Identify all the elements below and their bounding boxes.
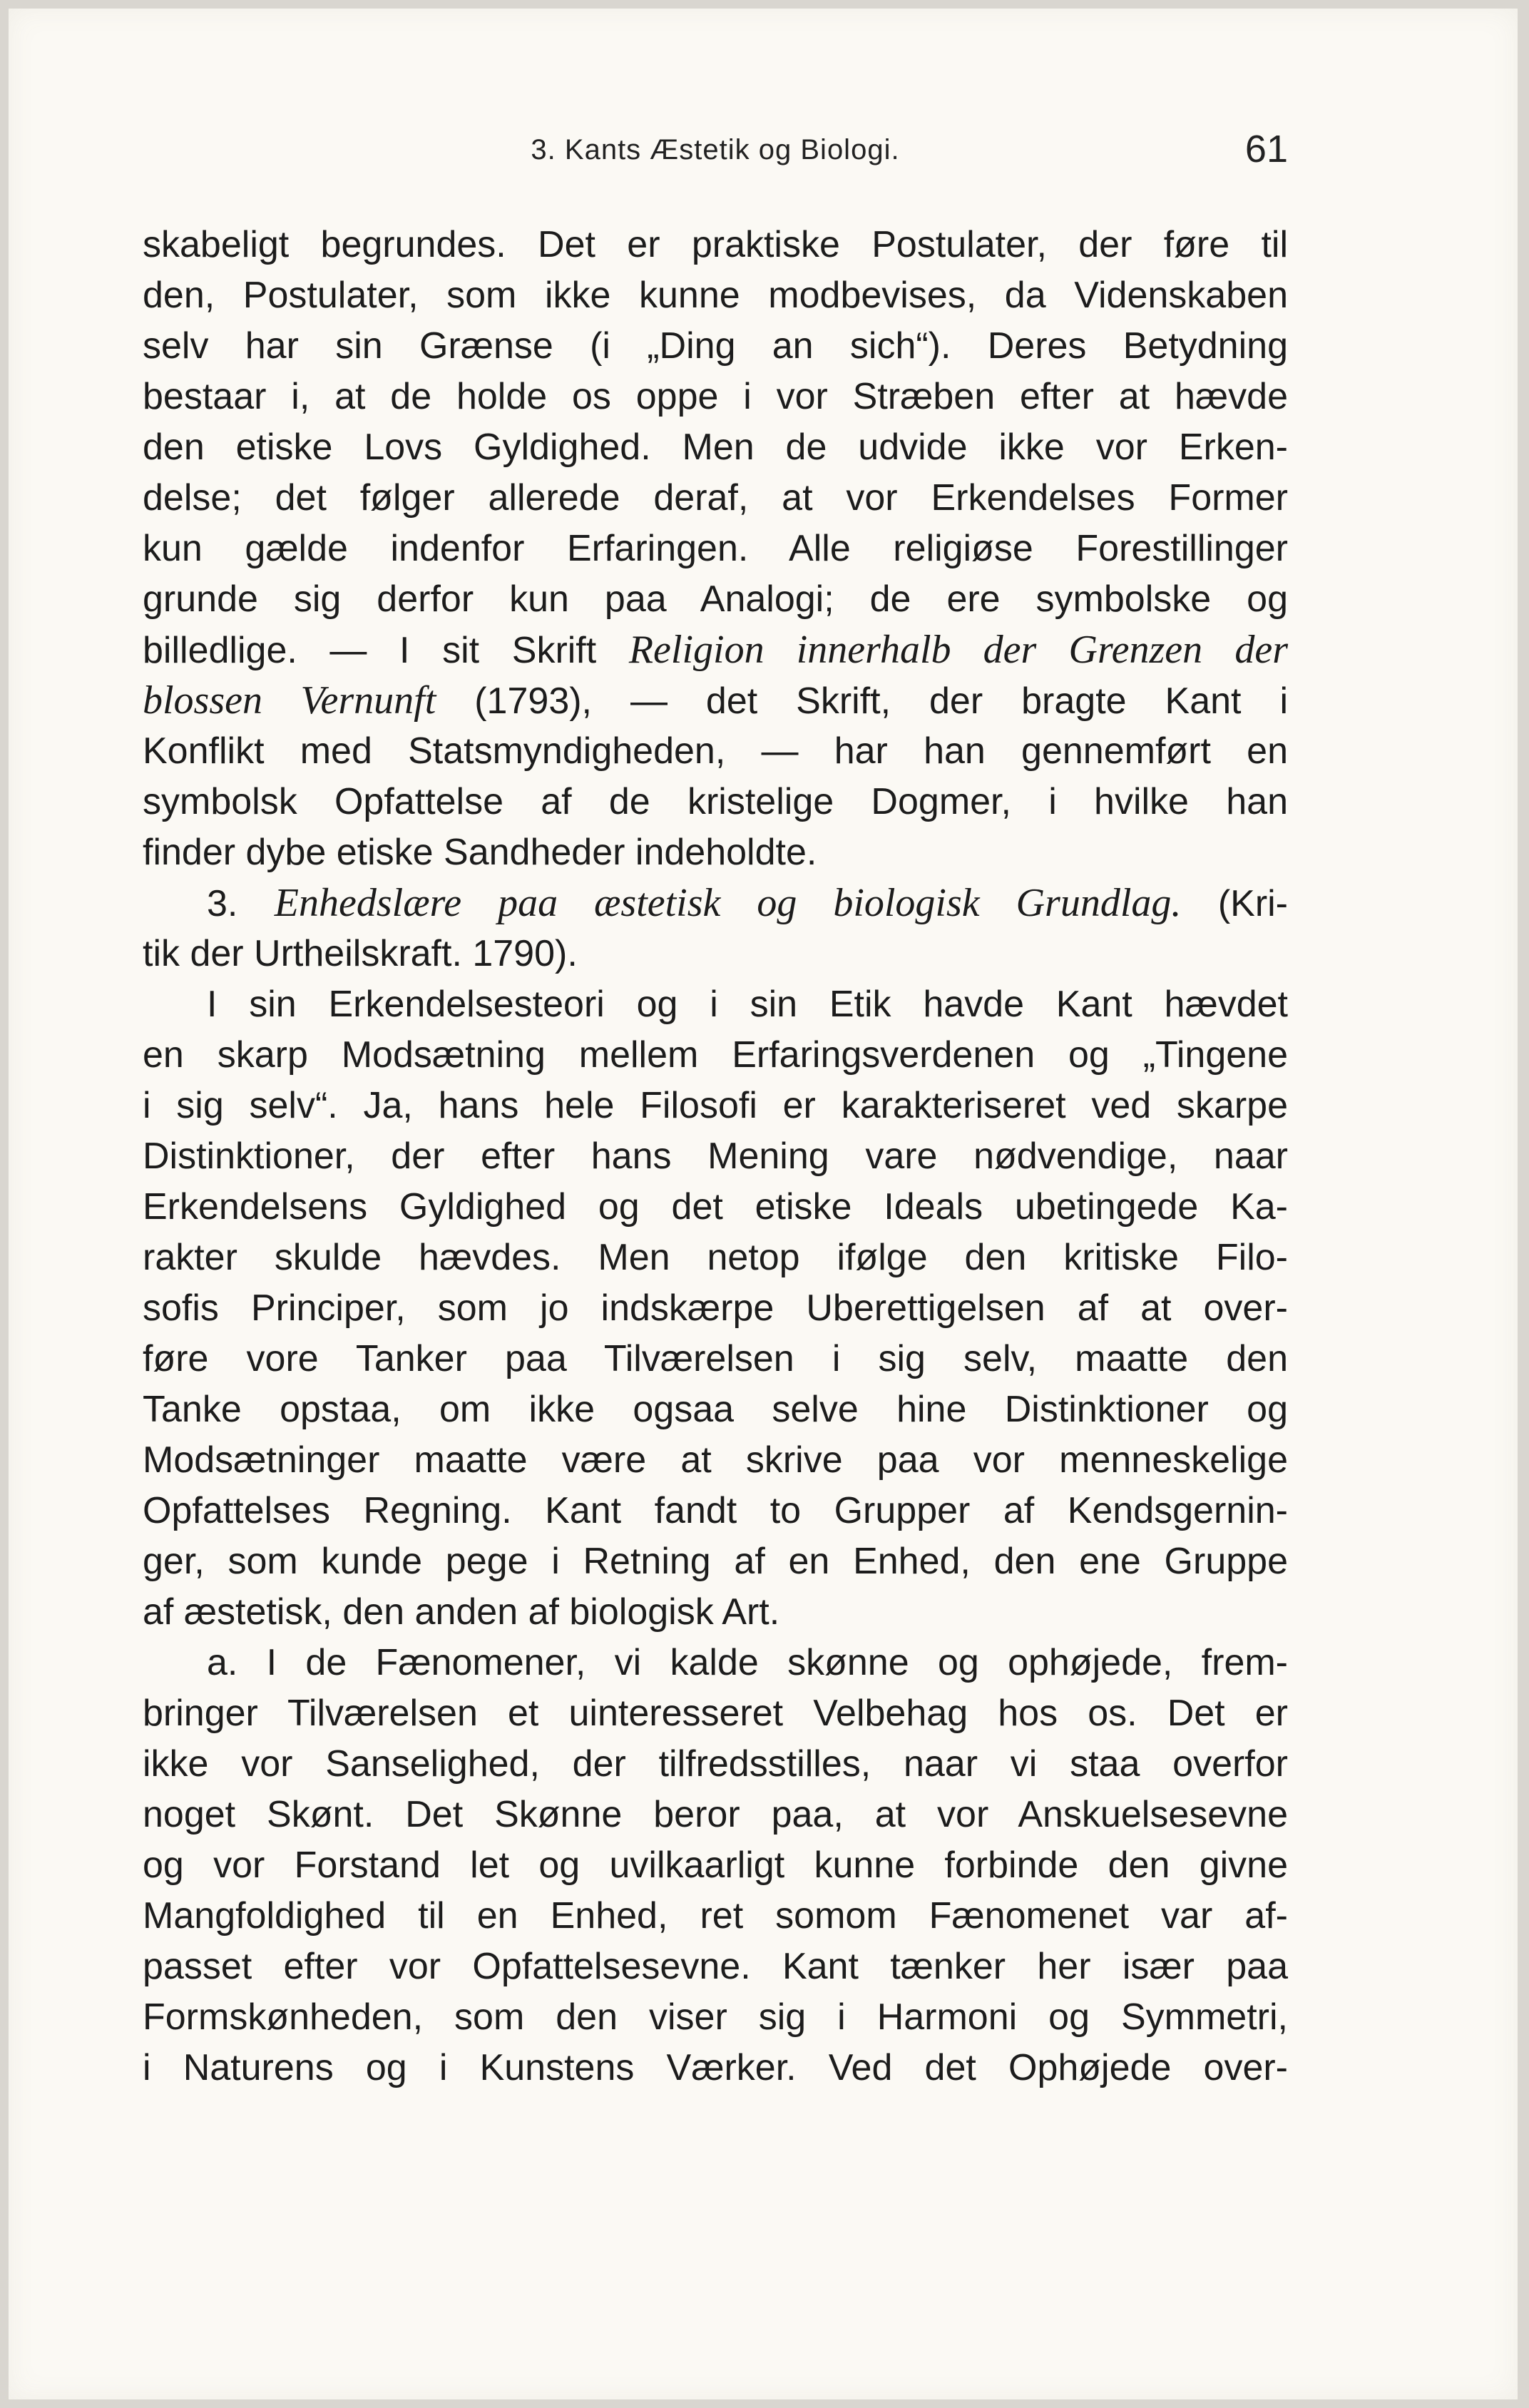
text-line: den etiske Lovs Gyldighed. Men de udvide ikke vor Erken- (143, 427, 1288, 468)
text-line: Modsætninger maatte være at skrive paa vor menneskelige (143, 1439, 1288, 1481)
text-line: ger, som kunde pege i Retning af en Enhed, den ene Gruppe (143, 1541, 1288, 1582)
text-line: Formskønheden, som den viser sig i Harmoni og Symmetri, (143, 1996, 1288, 2038)
text-line: I sin Erkendelsesteori og i sin Etik havde Kant hævdet (207, 984, 1288, 1025)
book-title-italic: Religion innerhalb der Grenzen der (628, 628, 1288, 672)
text-line: bestaar i, at de holde os oppe i vor Stræben efter at hævde (143, 376, 1288, 417)
text-line: den, Postulater, som ikke kunne modbevises, da Videnskaben (143, 275, 1288, 316)
section-title-italic: Enhedslære paa æstetisk og biologisk Grundlag. (274, 881, 1182, 925)
text-line: Opfattelses Regning. Kant fandt to Grupper af Kendsgernin- (143, 1490, 1288, 1531)
text-line: føre vore Tanker paa Tilværelsen i sig selv, maatte den (143, 1338, 1288, 1379)
section-heading-line (143, 878, 1288, 929)
text-line: a. I de Fænomener, vi kalde skønne og ophøjede, frem- (207, 1642, 1288, 1683)
book-page (9, 9, 1518, 2399)
text-line: selv har sin Grænse (i „Ding an sich“). Deres Betydning (143, 325, 1288, 367)
text-line: finder dybe etiske Sandheder indeholdte. (143, 832, 817, 873)
text-line (143, 675, 1288, 726)
body-text (143, 220, 1288, 2093)
page-number: 61 (1244, 128, 1288, 170)
text-line: delse; det følger allerede deraf, at vor Erkendelses Former (143, 477, 1288, 519)
text-line: Distinktioner, der efter hans Mening vare nødvendige, naar (143, 1136, 1288, 1177)
text-line: passet efter vor Opfattelsesevne. Kant tænker her især paa (143, 1946, 1288, 1987)
text-line: i Naturens og i Kunstens Værker. Ved det Ophøjede over- (143, 2047, 1288, 2088)
text-line: Konflikt med Statsmyndigheden, — har han gennemført en (143, 730, 1288, 772)
text-line: sofis Principer, som jo indskærpe Uberettigelsen af at over- (143, 1287, 1288, 1329)
text-fragment: billedlige. — I sit Skrift (143, 630, 597, 671)
text-line: noget Skønt. Det Skønne beror paa, at vor Anskuelsesevne (143, 1794, 1288, 1835)
text-line: en skarp Modsætning mellem Erfaringsverdenen og „Tingene (143, 1034, 1288, 1076)
text-line: i sig selv“. Ja, hans hele Filosofi er karakteriseret ved skarpe (143, 1085, 1288, 1126)
text-line: bringer Tilværelsen et uinteresseret Velbehag hos os. Det er (143, 1693, 1288, 1734)
text-line: Erkendelsens Gyldighed og det etiske Ideals ubetingede Ka- (143, 1186, 1288, 1228)
text-line: ikke vor Sanselighed, der tilfredsstilles, naar vi staa overfor (143, 1743, 1288, 1785)
text-line: grunde sig derfor kun paa Analogi; de ere symbolske og (143, 578, 1288, 620)
text-line: Tanke opstaa, om ikke ogsaa selve hine Distinktioner og (143, 1389, 1288, 1430)
text-line: af æstetisk, den anden af biologisk Art. (143, 1591, 780, 1633)
text-line: tik der Urtheilskraft. 1790). (143, 933, 578, 974)
section-number: 3. (207, 883, 238, 924)
text-line: symbolsk Opfattelse af de kristelige Dogmer, i hvilke han (143, 781, 1288, 822)
text-line: og vor Forstand let og uvilkaarligt kunne forbinde den givne (143, 1845, 1288, 1886)
running-head: 3. Kants Æstetik og Biologi. (531, 134, 900, 165)
text-line: skabeligt begrundes. Det er praktiske Postulater, der føre til (143, 224, 1288, 265)
page-header (143, 121, 1288, 178)
text-line: rakter skulde hævdes. Men netop ifølge den kritiske Filo- (143, 1237, 1288, 1278)
text-fragment: (1793), — det Skrift, der bragte Kant i (436, 680, 1288, 722)
text-line (143, 625, 1288, 675)
text-line: kun gælde indenfor Erfaringen. Alle religiøse Forestillinger (143, 528, 1288, 569)
book-title-italic: blossen Vernunft (143, 678, 436, 723)
text-line: Mangfoldighed til en Enhed, ret somom Fænomenet var af- (143, 1895, 1288, 1937)
text-fragment: (Kri- (1181, 883, 1289, 924)
